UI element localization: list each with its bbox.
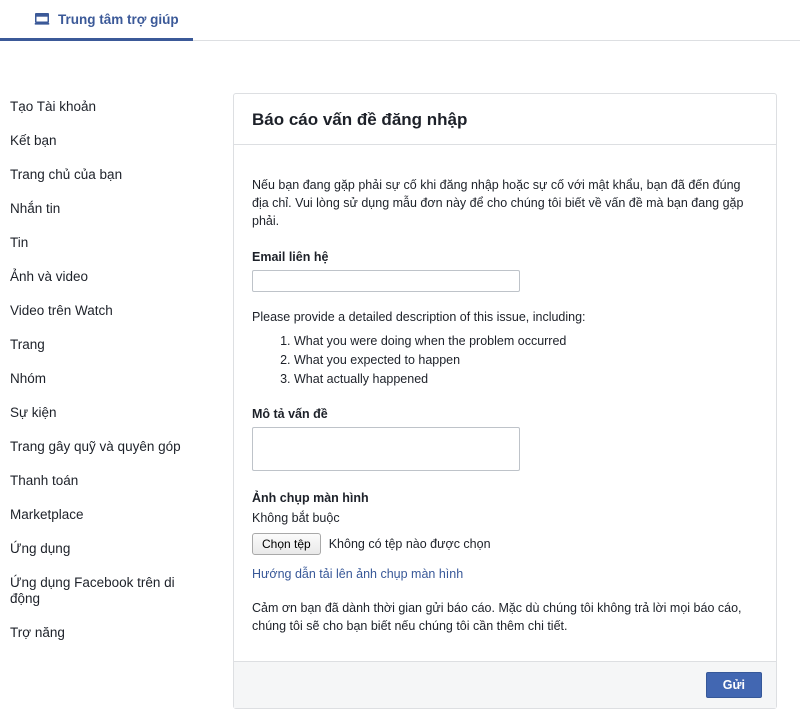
description-steps-list xyxy=(252,332,758,389)
choose-file-button[interactable]: Chọn tệp xyxy=(252,533,321,555)
sidebar-item-ket-ban[interactable]: Kết bạn xyxy=(10,133,57,148)
sidebar-item-su-kien[interactable]: Sự kiện xyxy=(10,405,57,420)
email-field-label: Email liên hệ xyxy=(252,249,329,264)
problem-description-textarea[interactable] xyxy=(252,427,520,471)
sidebar-item-marketplace[interactable]: Marketplace xyxy=(10,507,84,522)
screenshot-section xyxy=(252,491,758,595)
sidebar-item-tao-tai-khoan[interactable]: Tạo Tài khoản xyxy=(10,99,97,114)
help-center-title: Trung tâm trợ giúp xyxy=(58,11,179,27)
list-item: 3. What actually happened xyxy=(294,370,758,389)
help-center-brand[interactable] xyxy=(0,0,193,41)
top-navigation-bar xyxy=(0,0,800,41)
card-header xyxy=(234,94,776,145)
screenshot-optional-note: Không bắt buộc xyxy=(252,510,340,525)
sidebar-item-ung-dung[interactable]: Ứng dụng xyxy=(10,541,71,556)
report-login-problem-card xyxy=(233,93,777,709)
card-footer xyxy=(234,661,776,708)
description-instructions: Please provide a detailed description of this issue, including: xyxy=(252,309,586,324)
help-center-flag-icon xyxy=(34,11,50,27)
file-selection-status: Không có tệp nào được chọn xyxy=(328,536,491,551)
sidebar-item-video-tren-watch[interactable]: Video trên Watch xyxy=(10,303,113,318)
card-body xyxy=(234,145,776,661)
page-title: Báo cáo vấn đề đăng nhập xyxy=(252,110,468,129)
sidebar-item-trang-chu-cua-ban[interactable]: Trang chủ của bạn xyxy=(10,167,123,182)
list-item: 2. What you expected to happen xyxy=(294,351,758,370)
list-item: 1. What you were doing when the problem occurred xyxy=(294,332,758,351)
sidebar-navigation xyxy=(0,41,225,653)
sidebar-item-anh-va-video[interactable]: Ảnh và video xyxy=(10,269,89,284)
intro-text: Nếu bạn đang gặp phải sự cố khi đăng nhập hoặc sự cố với mật khẩu, bạn đã đến đúng địa chỉ. Vui lòng sử dụng mẫu đơn này để cho chúng tôi biết về vấn đề mà bạn đang gặp phải. xyxy=(252,177,744,228)
thanks-text: Cảm ơn bạn đã dành thời gian gửi báo cáo. Mặc dù chúng tôi không trả lời mọi báo cáo, chúng tôi sẽ cho bạn biết nếu chúng tôi cần thêm chi tiết. xyxy=(252,600,742,633)
sidebar-item-trang[interactable]: Trang xyxy=(10,337,45,352)
sidebar-item-thanh-toan[interactable]: Thanh toán xyxy=(10,473,79,488)
email-field[interactable] xyxy=(252,270,520,292)
sidebar-item-nhan-tin[interactable]: Nhắn tin xyxy=(10,201,61,216)
page-body xyxy=(0,41,800,709)
sidebar-item-nhom[interactable]: Nhóm xyxy=(10,371,47,386)
sidebar-item-tro-nang[interactable]: Trợ năng xyxy=(10,625,65,640)
sidebar-item-tin[interactable]: Tin xyxy=(10,235,29,250)
file-upload-row xyxy=(252,533,758,555)
screenshot-label: Ảnh chụp màn hình xyxy=(252,490,369,505)
screenshot-upload-help-link[interactable]: Hướng dẫn tải lên ảnh chụp màn hình xyxy=(252,566,464,581)
submit-button[interactable]: Gửi xyxy=(706,672,762,698)
main-content xyxy=(225,41,800,709)
sidebar-item-ung-dung-di-dong[interactable]: Ứng dụng Facebook trên di động xyxy=(10,575,175,606)
problem-description-label: Mô tả vấn đề xyxy=(252,406,328,421)
sidebar-item-trang-gay-quy[interactable]: Trang gây quỹ và quyên góp xyxy=(10,439,181,454)
